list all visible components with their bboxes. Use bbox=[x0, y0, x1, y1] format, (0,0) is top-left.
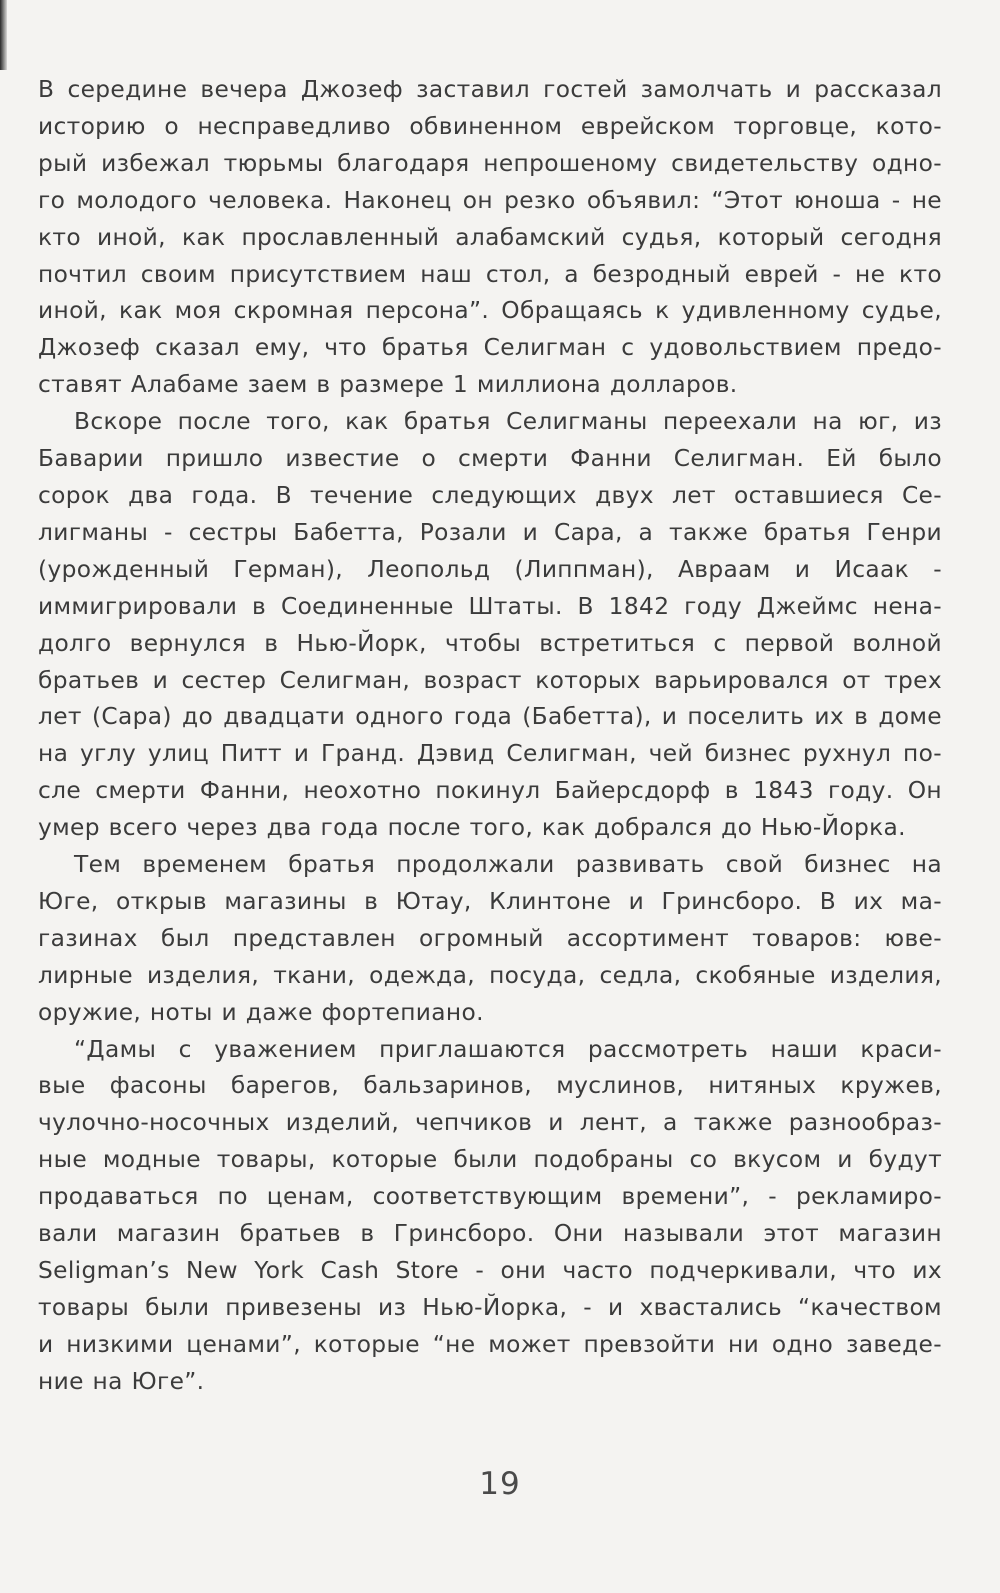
text-line: лирные изделия, ткани, одежда, посуда, седла, скобяные изделия, bbox=[38, 961, 942, 989]
paragraph bbox=[38, 404, 942, 847]
text-line: долго вернулся в Нью-Йорк, чтобы встретиться с первой волной bbox=[38, 629, 942, 657]
text-line: товары были привезены из Нью-Йорка, - и хвастались “качеством bbox=[38, 1293, 942, 1321]
text-line: Seligman’s New York Cash Store - они часто подчеркивали, что их bbox=[38, 1257, 942, 1284]
text-line: на углу улиц Питт и Гранд. Дэвид Селигман, чей бизнес рухнул по- bbox=[38, 740, 942, 768]
text-line: (урожденный Герман), Леопольд (Липпман), Авраам и Исаак - bbox=[38, 555, 942, 583]
page-number: 19 bbox=[479, 1466, 521, 1502]
paragraph bbox=[38, 72, 942, 404]
text-line: лет (Сара) до двадцати одного года (Бабетта), и поселить их в доме bbox=[38, 703, 942, 731]
text-line: чулочно-носочных изделий, чепчиков и лент, а также разнообраз- bbox=[38, 1109, 942, 1137]
text-line: иммигрировали в Соединенные Штаты. В 1842 году Джеймс нена- bbox=[38, 592, 942, 620]
text-line: оружие, ноты и даже фортепиано. bbox=[38, 998, 484, 1026]
text-line: Тем временем братья продолжали развивать свой бизнес на bbox=[74, 851, 942, 879]
text-line: газинах был представлен огромный ассортимент товаров: юве- bbox=[38, 924, 942, 952]
body-text bbox=[38, 72, 942, 1401]
text-line: вали магазин братьев в Гринсборо. Они называли этот магазин bbox=[38, 1220, 942, 1248]
paragraph bbox=[38, 1032, 942, 1401]
text-line: ные модные товары, которые были подобраны со вкусом и будут bbox=[38, 1146, 942, 1174]
text-line: лигманы - сестры Бабетта, Розали и Сара, а также братья Генри bbox=[38, 518, 942, 546]
text-line: “Дамы с уважением приглашаются рассмотреть наши краси- bbox=[74, 1035, 942, 1063]
text-line: ние на Юге”. bbox=[38, 1367, 205, 1395]
text-line: Джозеф сказал ему, что братья Селигман с удовольствием предо- bbox=[38, 334, 942, 362]
text-line: го молодого человека. Наконец он резко объявил: “Этот юноша - не bbox=[38, 186, 942, 214]
text-line: кто иной, как прославленный алабамский судья, который сегодня bbox=[38, 223, 942, 251]
text-line: рый избежал тюрьмы благодаря непрошеному свидетельству одно- bbox=[38, 149, 942, 177]
text-line: умер всего через два года после того, как добрался до Нью-Йорка. bbox=[38, 814, 906, 842]
text-line: ставят Алабаме заем в размере 1 миллиона долларов. bbox=[38, 371, 738, 399]
text-line: Баварии пришло известие о смерти Фанни Селигман. Ей было bbox=[38, 445, 942, 473]
text-line: почтил своим присутствием наш стол, а безродный еврей - не кто bbox=[38, 260, 942, 288]
text-line: Вскоре после того, как братья Селигманы переехали на юг, из bbox=[74, 408, 942, 436]
text-line: сорок два года. В течение следующих двух лет оставшиеся Се- bbox=[38, 481, 942, 509]
text-line: иной, как моя скромная персона”. Обращаясь к удивленному судье, bbox=[38, 297, 942, 325]
paragraph bbox=[38, 847, 942, 1032]
text-line: продаваться по ценам, соответствующим времени”, - рекламиро- bbox=[38, 1183, 942, 1211]
text-line: и низкими ценами”, которые “не может превзойти ни одно заведе- bbox=[38, 1330, 942, 1358]
text-line: сле смерти Фанни, неохотно покинул Байерсдорф в 1843 году. Он bbox=[38, 777, 942, 805]
text-line: Юге, открыв магазины в Ютау, Клинтоне и Гринсборо. В их ма- bbox=[38, 887, 942, 915]
text-line: В середине вечера Джозеф заставил гостей замолчать и рассказал bbox=[38, 76, 942, 103]
page-edge-shadow bbox=[0, 0, 7, 70]
text-line: вые фасоны барегов, бальзаринов, муслинов, нитяных кружев, bbox=[38, 1072, 942, 1100]
text-line: историю о несправедливо обвиненном еврейском торговце, кото- bbox=[38, 112, 942, 140]
text-line: братьев и сестер Селигман, возраст которых варьировался от трех bbox=[38, 666, 942, 694]
